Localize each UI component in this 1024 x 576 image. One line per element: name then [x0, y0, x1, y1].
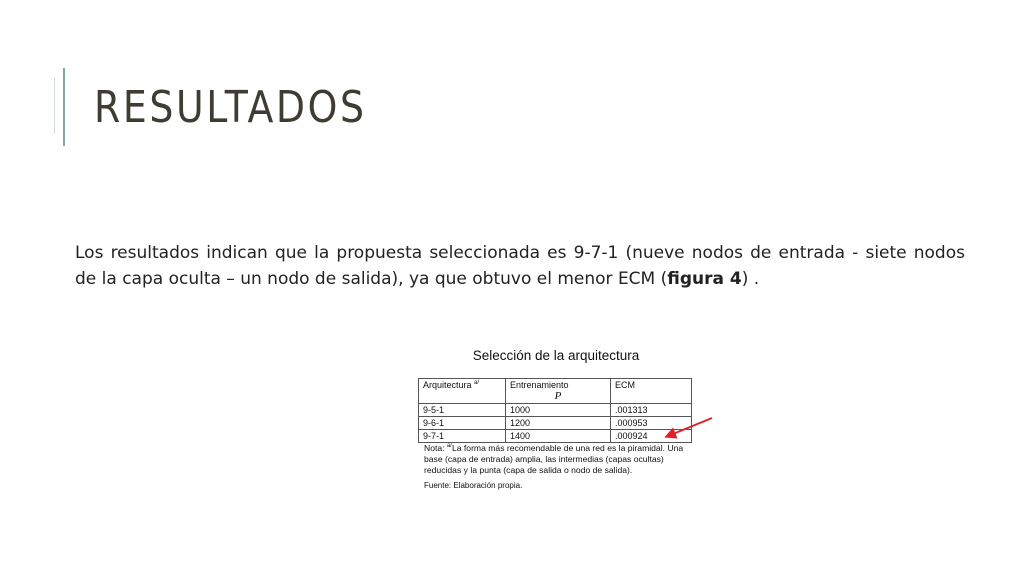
body-paragraph [75, 240, 965, 292]
cell-arquitectura: 9-6-1 [419, 417, 506, 430]
table-note [424, 441, 696, 476]
table-row [419, 417, 692, 430]
cell-ecm: .000924 [611, 430, 692, 443]
accent-line-thin [54, 78, 55, 134]
cell-entrenamiento: 1000 [506, 404, 611, 417]
header-ecm: ECM [611, 379, 692, 404]
header-arquitectura-sup: a/ [474, 380, 480, 386]
cell-arquitectura: 9-5-1 [419, 404, 506, 417]
accent-line [63, 68, 65, 146]
red-arrow-icon [660, 412, 716, 442]
note-prefix: Nota: [424, 442, 447, 453]
body-text-part1: Los resultados indican que la propuesta seleccionada es 9-7-1 (nueve nodos de entrada - siete nodos de la capa oculta – un nodo de salida), ya que obtuvo el menor ECM ( [75, 243, 965, 289]
header-entrenamiento-label: Entrenamiento [510, 380, 569, 390]
figure-reference: figura 4 [667, 269, 742, 289]
architecture-table [418, 378, 692, 443]
figure-caption: Selección de la arquitectura [472, 348, 640, 363]
header-entrenamiento-symbol: P [554, 390, 562, 402]
cell-ecm: .000953 [611, 417, 692, 430]
note-sup: a/ [446, 443, 452, 449]
cell-entrenamiento: 1200 [506, 417, 611, 430]
cell-arquitectura: 9-7-1 [419, 430, 506, 443]
table-row [419, 404, 692, 417]
header-arquitectura [419, 379, 506, 404]
note-text: La forma más recomendable de una red es la piramidal. Una base (capa de entrada) amplia, las intermedias (capas ocultas) reducidas y la punta (capa de salida o nodo de salida). [424, 442, 684, 475]
cell-entrenamiento: 1400 [506, 430, 611, 443]
header-arquitectura-label: Arquitectura [423, 380, 472, 390]
table-header-row [419, 379, 692, 404]
body-text-part2: ) . [741, 269, 760, 289]
header-entrenamiento [506, 379, 611, 404]
cell-ecm: .001313 [611, 404, 692, 417]
slide-title: RESULTADOS [94, 82, 367, 133]
table-source: Fuente: Elaboración propia. [424, 481, 523, 490]
